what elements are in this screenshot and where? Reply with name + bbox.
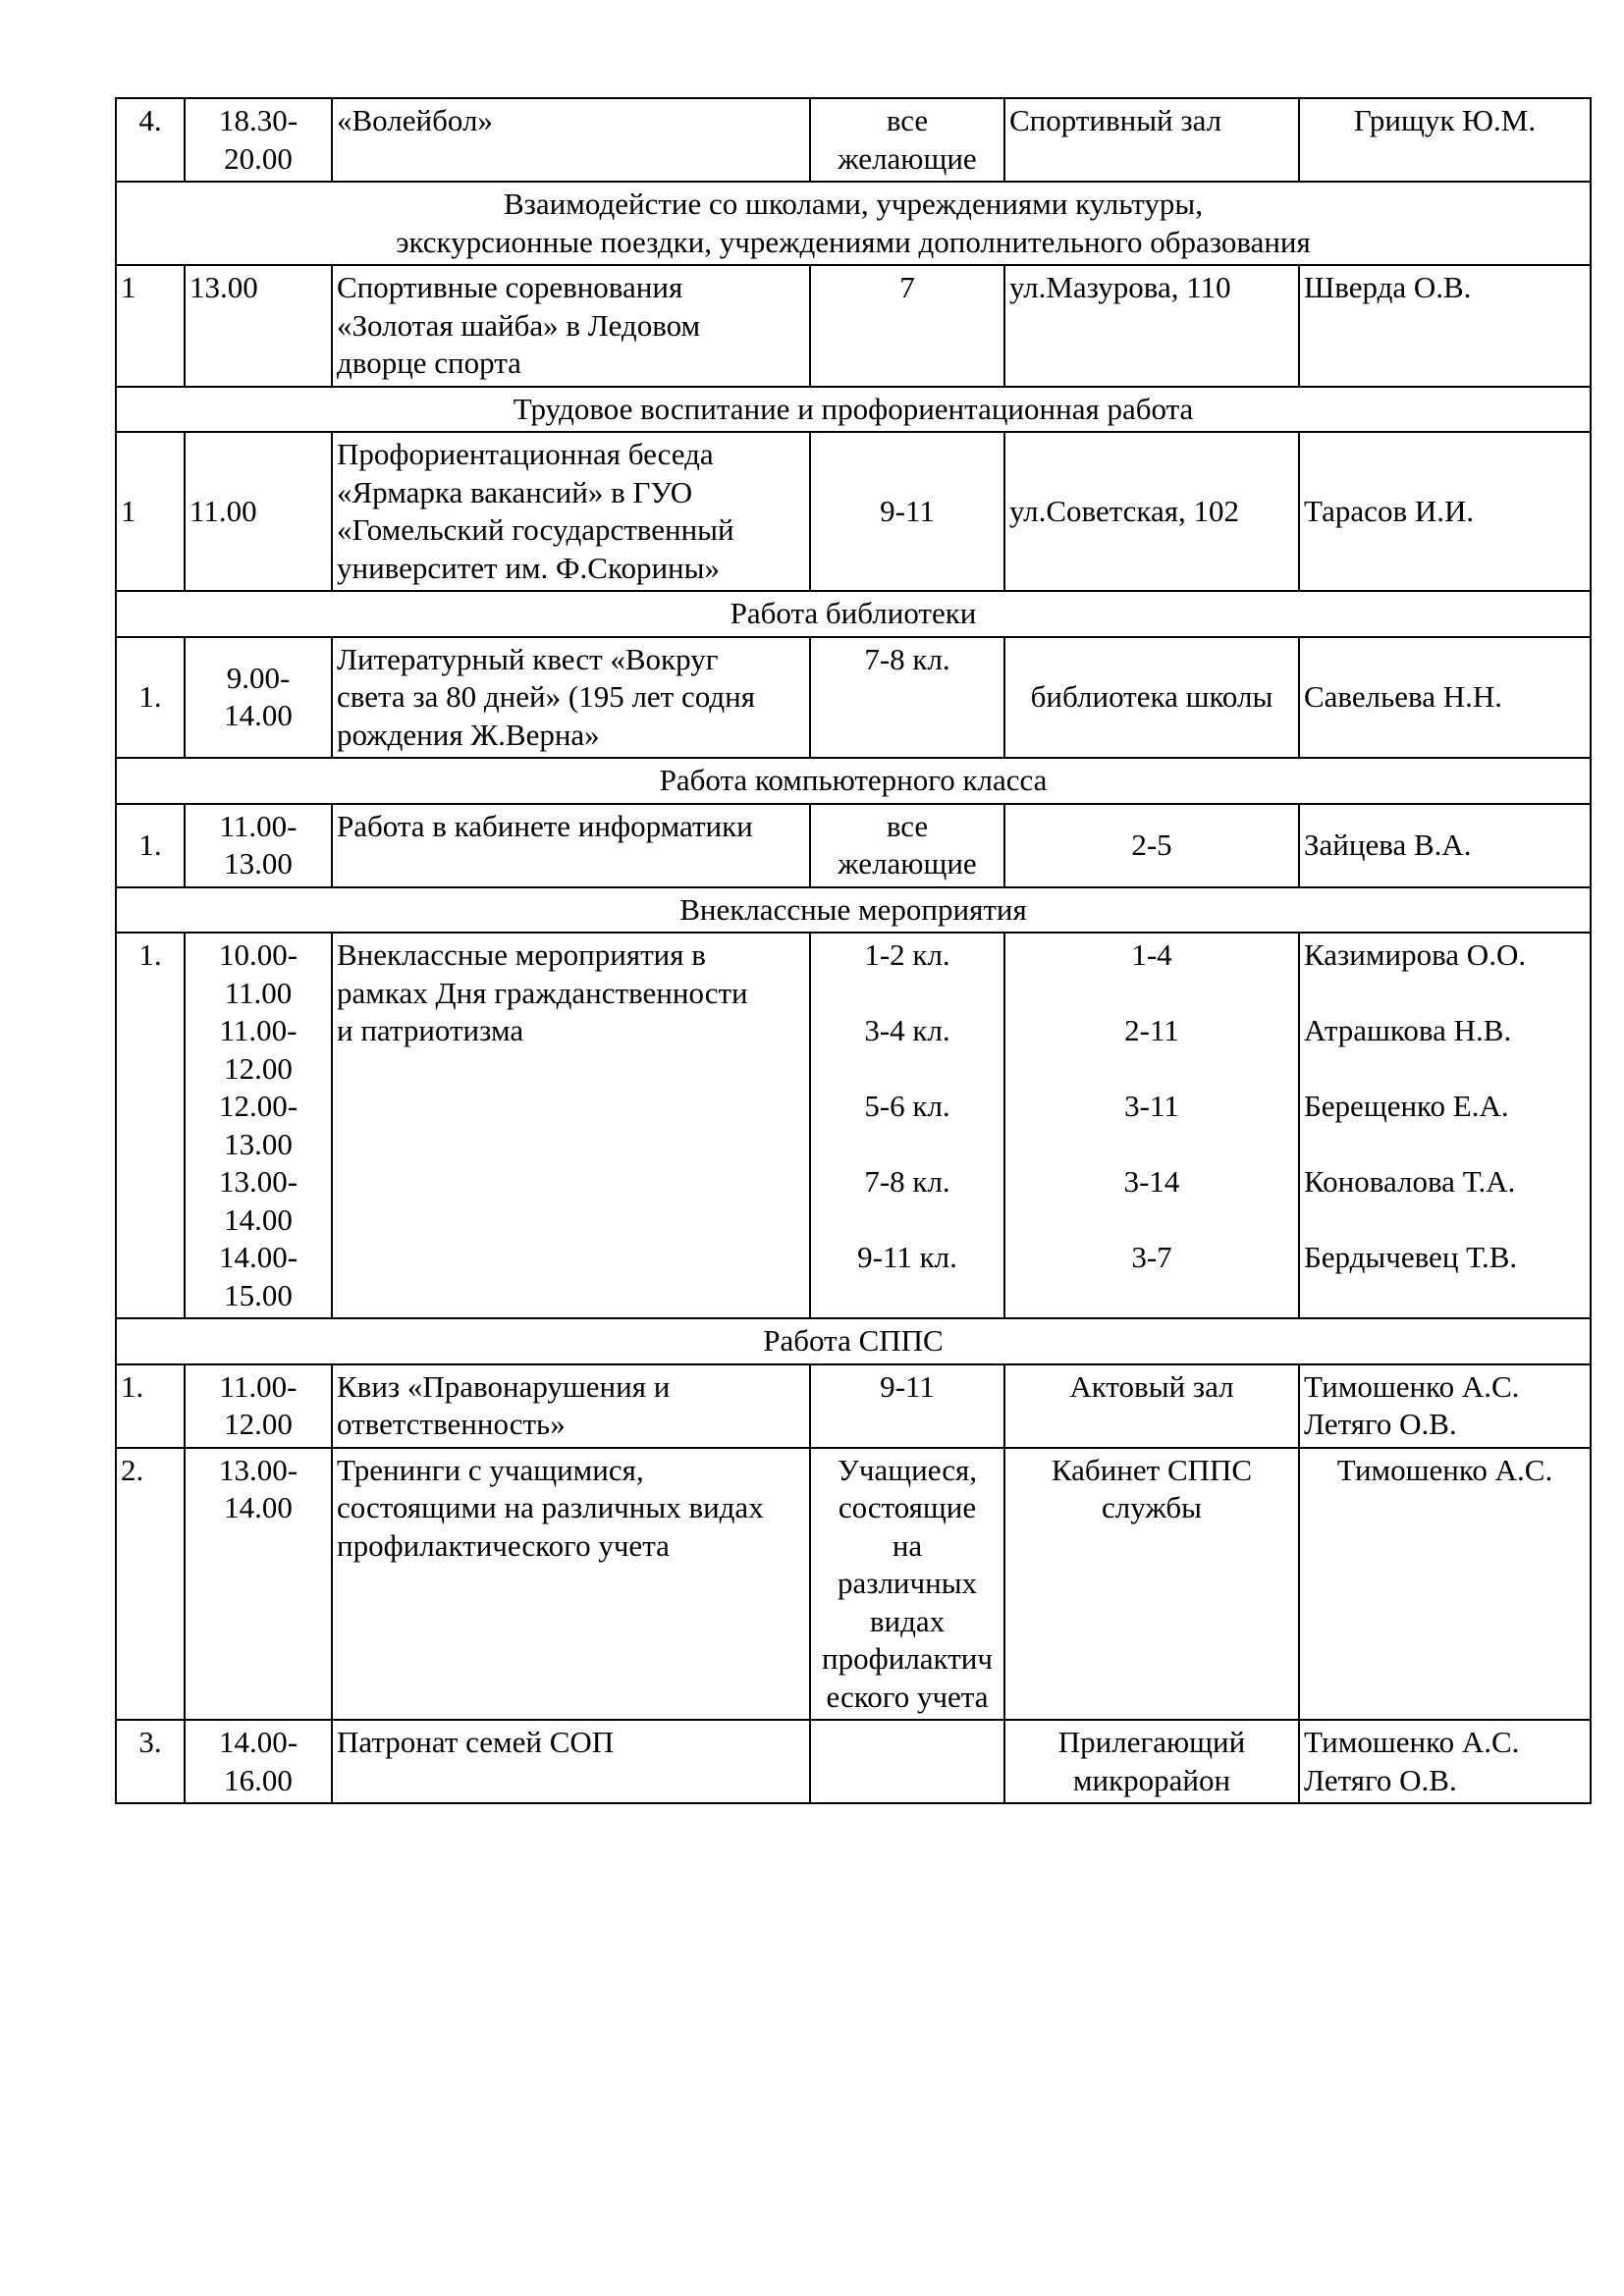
time-line: 13.00	[224, 1126, 293, 1161]
text-line: 2-5	[1131, 827, 1172, 862]
table-row	[116, 1720, 1591, 1803]
event-time	[185, 804, 332, 887]
text-line: Спортивные соревнования	[337, 270, 683, 304]
participants-item: 9-11 кл.	[857, 1240, 957, 1274]
time-line: 13.00-	[218, 1164, 298, 1199]
text-line: 20.00	[224, 140, 293, 176]
event-name	[332, 432, 810, 591]
time-line: 15.00	[224, 1277, 293, 1312]
participants	[810, 265, 1004, 387]
text-line: 13.00	[224, 846, 293, 881]
table-row	[116, 1364, 1591, 1448]
text-line: 1	[121, 493, 136, 528]
text-line: «Гомельский государственный	[337, 512, 734, 547]
location-item: 2-11	[1124, 1013, 1179, 1047]
table-row	[116, 98, 1591, 182]
responsible	[1299, 804, 1591, 887]
text-line: Работа библиотеки	[730, 596, 977, 630]
table-row	[116, 432, 1591, 591]
participants	[810, 1448, 1004, 1721]
text-line: видах	[869, 1603, 946, 1638]
text-line: Актовый зал	[1069, 1368, 1234, 1404]
text-line: Шверда О.В.	[1304, 270, 1472, 304]
text-line: дворце спорта	[337, 346, 521, 380]
text-line: 2.	[121, 1452, 144, 1487]
schedule-body	[116, 98, 1591, 1803]
section-row	[116, 182, 1591, 265]
time-line: 11.00-	[219, 1013, 298, 1047]
item-number	[116, 804, 185, 887]
text-line: и патриотизма	[337, 1013, 524, 1047]
text-line: «Ярмарка вакансий» в ГУО	[337, 474, 693, 509]
text-line: Зайцева В.А.	[1304, 827, 1472, 862]
item-number	[116, 1720, 185, 1803]
location-item: 3-7	[1131, 1240, 1172, 1274]
section-row	[116, 758, 1591, 804]
text-line: Летяго О.В.	[1304, 1407, 1457, 1441]
table-row	[116, 265, 1591, 387]
responsible-item: Коновалова Т.А.	[1304, 1164, 1516, 1199]
text-line: Учащиеся,	[837, 1452, 978, 1487]
text-line: желающие	[838, 140, 977, 176]
text-line: все	[886, 808, 929, 843]
item-number	[116, 98, 185, 182]
schedule-table	[115, 97, 1592, 1804]
text-line: профилактич	[822, 1641, 993, 1676]
responsible-item: Бердычевец Т.В.	[1304, 1240, 1518, 1274]
location	[1004, 933, 1299, 1318]
text-line: Патронат семей СОП	[337, 1725, 615, 1759]
text-line: 4.	[138, 103, 162, 137]
item-number	[116, 432, 185, 591]
event-name	[332, 637, 810, 759]
time-line: 12.00	[224, 1050, 293, 1086]
text-line: Работа в кабинете информатики	[337, 808, 753, 843]
item-number	[116, 933, 185, 1318]
text-line: микрорайон	[1072, 1762, 1231, 1797]
section-title	[116, 387, 1591, 433]
text-line: 9-11	[880, 1368, 935, 1404]
participants	[810, 1364, 1004, 1448]
time-line: 14.00-	[218, 1240, 298, 1274]
text-line: Спортивный зал	[1009, 103, 1222, 137]
location	[1004, 265, 1299, 387]
event-time	[185, 265, 332, 387]
text-line: различных	[837, 1566, 978, 1600]
participants	[810, 98, 1004, 182]
location-item: 1-4	[1131, 937, 1172, 972]
table-row	[116, 804, 1591, 887]
section-row	[116, 591, 1591, 637]
text-line: службы	[1102, 1490, 1202, 1524]
time-line: 12.00-	[218, 1089, 298, 1123]
text-line: Тарасов И.И.	[1304, 493, 1475, 528]
responsible-item: Казимирова О.О.	[1304, 937, 1527, 972]
participants	[810, 637, 1004, 759]
location	[1004, 804, 1299, 887]
text-line: Внеклассные мероприятия	[679, 891, 1027, 927]
event-name	[332, 98, 810, 182]
text-line: профилактического учета	[337, 1527, 670, 1563]
location	[1004, 1364, 1299, 1448]
responsible	[1299, 1364, 1591, 1448]
text-line: Внеклассные мероприятия в	[337, 937, 706, 972]
text-line: Работа СППС	[763, 1323, 944, 1358]
responsible-item: Берещенко Е.А.	[1304, 1089, 1509, 1123]
text-line: Летяго О.В.	[1304, 1762, 1457, 1797]
text-line: Квиз «Правонарушения и	[337, 1368, 671, 1404]
text-line: 14.00	[224, 698, 293, 733]
text-line: Тренинги с учащимися,	[337, 1452, 644, 1487]
text-line: экскурсионные поездки, учреждениями дополнительного образования	[396, 224, 1311, 259]
text-line: 14.00-	[218, 1725, 298, 1759]
text-line: 11.00-	[219, 808, 298, 843]
location	[1004, 637, 1299, 759]
text-line: 1.	[121, 1368, 144, 1404]
text-line: 12.00	[224, 1407, 293, 1441]
text-line: 3.	[138, 1725, 162, 1759]
section-title	[116, 182, 1591, 265]
text-line: все	[886, 103, 929, 137]
text-line: 13.00	[189, 270, 258, 304]
section-row	[116, 887, 1591, 934]
text-line: рамках Дня гражданственности	[337, 975, 748, 1010]
text-line: Трудовое воспитание и профориентационная работа	[513, 391, 1194, 426]
text-line: света за 80 дней» (195 лет содня	[337, 679, 755, 714]
text-line: Работа компьютерного класса	[659, 763, 1048, 797]
text-line: состоящие	[838, 1490, 977, 1524]
text-line: 1	[121, 270, 136, 304]
event-time	[185, 1720, 332, 1803]
text-line: 9.00-	[226, 660, 291, 695]
text-line: 1.	[138, 679, 162, 714]
event-time	[185, 1364, 332, 1448]
table-row	[116, 933, 1591, 1318]
participants	[810, 804, 1004, 887]
section-row	[116, 1318, 1591, 1364]
section-title	[116, 887, 1591, 934]
event-time	[185, 98, 332, 182]
text-line: 14.00	[224, 1490, 293, 1524]
page	[115, 97, 1590, 1804]
responsible	[1299, 432, 1591, 591]
location	[1004, 1448, 1299, 1721]
location-item: 3-14	[1123, 1164, 1180, 1199]
text-line: Тимошенко А.С.	[1304, 1725, 1520, 1759]
item-number	[116, 1364, 185, 1448]
text-line: Профориентационная беседа	[337, 437, 714, 471]
location	[1004, 432, 1299, 591]
event-name	[332, 1364, 810, 1448]
event-time	[185, 1448, 332, 1721]
participants-item: 5-6 кл.	[864, 1089, 950, 1123]
text-line: Грищук Ю.М.	[1353, 103, 1537, 137]
text-line: Кабинет СППС	[1051, 1452, 1253, 1487]
responsible	[1299, 1720, 1591, 1803]
section-title	[116, 1318, 1591, 1364]
text-line: 18.30-	[218, 103, 298, 137]
event-time	[185, 432, 332, 591]
participants-item: 7-8 кл.	[864, 1164, 950, 1199]
responsible-item: Атрашкова Н.В.	[1304, 1013, 1512, 1047]
event-name	[332, 804, 810, 887]
participants	[810, 1720, 1004, 1803]
location	[1004, 1720, 1299, 1803]
text-line: Взаимодейстие со школами, учреждениями культуры,	[503, 187, 1204, 221]
time-line: 11.00	[224, 975, 293, 1010]
item-number	[116, 637, 185, 759]
text-line: «Волейбол»	[337, 103, 493, 137]
text-line: Тимошенко А.С.	[1336, 1452, 1553, 1487]
text-line: на	[892, 1527, 923, 1563]
text-line: библиотека школы	[1030, 679, 1273, 714]
time-line: 14.00	[224, 1201, 293, 1237]
text-line: ул.Советская, 102	[1009, 493, 1240, 528]
text-line: 11.00	[189, 493, 257, 528]
responsible	[1299, 933, 1591, 1318]
participants	[810, 933, 1004, 1318]
table-row	[116, 1448, 1591, 1721]
text-line: 16.00	[224, 1762, 293, 1797]
responsible	[1299, 637, 1591, 759]
text-line: «Золотая шайба» в Ледовом	[337, 307, 701, 343]
text-line: Литературный квест «Вокруг	[337, 641, 719, 676]
location-item: 3-11	[1124, 1089, 1179, 1123]
text-line: 7-8 кл.	[864, 641, 950, 676]
text-line: 9-11	[880, 493, 935, 528]
text-line: состоящими на различных видах	[337, 1490, 764, 1524]
responsible	[1299, 98, 1591, 182]
text-line: рождения Ж.Верна»	[337, 717, 600, 752]
time-line: 10.00-	[218, 937, 298, 972]
event-name	[332, 933, 810, 1318]
text-line: 1.	[138, 827, 162, 862]
responsible	[1299, 265, 1591, 387]
responsible	[1299, 1448, 1591, 1721]
text-line: 11.00-	[219, 1368, 298, 1404]
event-name	[332, 1720, 810, 1803]
item-number	[116, 1448, 185, 1721]
text-line: ул.Мазурова, 110	[1009, 270, 1231, 304]
section-row	[116, 387, 1591, 433]
section-title	[116, 591, 1591, 637]
text-line: 7	[899, 270, 915, 304]
table-row	[116, 637, 1591, 759]
section-title	[116, 758, 1591, 804]
participants-item: 3-4 кл.	[864, 1013, 950, 1047]
event-time	[185, 637, 332, 759]
text-line: еского учета	[826, 1679, 989, 1714]
text-line: желающие	[838, 846, 977, 881]
event-time	[185, 933, 332, 1318]
text-line: Тимошенко А.С.	[1304, 1368, 1520, 1404]
text-line: 13.00-	[218, 1452, 298, 1487]
location	[1004, 98, 1299, 182]
text-line: 1.	[138, 937, 162, 972]
participants	[810, 432, 1004, 591]
event-name	[332, 265, 810, 387]
event-name	[332, 1448, 810, 1721]
text-line: Савельева Н.Н.	[1304, 679, 1503, 714]
text-line: ответственность»	[337, 1407, 566, 1441]
participants-item: 1-2 кл.	[864, 937, 950, 972]
text-line: Прилегающий	[1057, 1725, 1246, 1759]
text-line: университет им. Ф.Скорины»	[337, 550, 720, 585]
item-number	[116, 265, 185, 387]
